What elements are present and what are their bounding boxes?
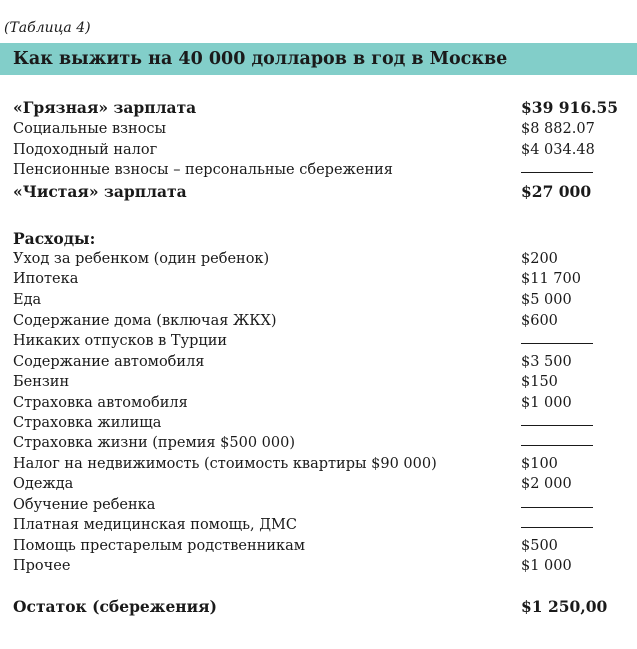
row-label: Страховка автомобиля <box>13 395 188 411</box>
row-value: $150 <box>521 374 558 390</box>
row-label: Остаток (сбережения) <box>13 597 217 616</box>
row-value: $1 000 <box>521 395 572 411</box>
row-label: «Грязная» зарплата <box>13 98 197 117</box>
table-row <box>0 98 637 118</box>
empty-value-dash <box>521 172 593 173</box>
row-label: Никаких отпусков в Турции <box>13 333 228 349</box>
row-value: $27 000 <box>521 182 592 201</box>
row-label: Обучение ребенка <box>13 497 156 513</box>
table-row <box>0 536 637 556</box>
table-row <box>0 597 637 617</box>
empty-value-dash <box>521 445 593 446</box>
row-label: Еда <box>13 292 42 308</box>
row-label: Социальные взносы <box>13 121 167 137</box>
row-label: Расходы: <box>13 229 96 248</box>
table-row <box>0 140 637 160</box>
table-row <box>0 454 637 474</box>
row-label: Страховка жизни (премия $500 000) <box>13 435 296 451</box>
row-label: Бензин <box>13 374 70 390</box>
section-heading <box>0 229 637 249</box>
row-label: Подоходный налог <box>13 142 158 158</box>
row-value: $1 000 <box>521 558 572 574</box>
row-value: $2 000 <box>521 476 572 492</box>
table-row <box>0 413 637 433</box>
empty-value-dash <box>521 507 593 508</box>
title-banner <box>0 43 637 75</box>
row-value: $11 700 <box>521 271 581 287</box>
table-row <box>0 249 637 269</box>
row-label: Платная медицинская помощь, ДМС <box>13 517 298 533</box>
table-row <box>0 311 637 331</box>
table-row <box>0 393 637 413</box>
table-row <box>0 331 637 351</box>
row-label: Уход за ребенком (один ребенок) <box>13 251 270 267</box>
table-row <box>0 119 637 139</box>
table-row <box>0 474 637 494</box>
row-label: Содержание дома (включая ЖКХ) <box>13 313 277 329</box>
row-label: Пенсионные взносы – персональные сбережения <box>13 162 393 178</box>
row-value: $3 500 <box>521 354 572 370</box>
table-row <box>0 160 637 180</box>
empty-value-dash <box>521 425 593 426</box>
row-value: $4 034.48 <box>521 142 595 158</box>
table-row <box>0 515 637 535</box>
row-label: Страховка жилища <box>13 415 162 431</box>
table-row <box>0 182 637 202</box>
row-label: Ипотека <box>13 271 79 287</box>
table-row <box>0 269 637 289</box>
table-row <box>0 495 637 515</box>
row-label: Одежда <box>13 476 74 492</box>
table-row <box>0 372 637 392</box>
row-value: $5 000 <box>521 292 572 308</box>
row-value: $8 882.07 <box>521 121 595 137</box>
row-label: Помощь престарелым родственникам <box>13 538 305 554</box>
row-label: «Чистая» зарплата <box>13 182 187 201</box>
row-value: $500 <box>521 538 558 554</box>
table-row <box>0 290 637 310</box>
table-caption: (Таблица 4) <box>4 20 91 36</box>
table-row <box>0 352 637 372</box>
row-label: Прочее <box>13 558 71 574</box>
row-label: Содержание автомобиля <box>13 354 205 370</box>
empty-value-dash <box>521 343 593 344</box>
table-title: Как выжить на 40 000 долларов в год в Москве <box>13 49 508 69</box>
row-label: Налог на недвижимость (стоимость квартиры $90 000) <box>13 456 437 472</box>
row-value: $100 <box>521 456 558 472</box>
table-row <box>0 556 637 576</box>
row-value: $600 <box>521 313 558 329</box>
empty-value-dash <box>521 527 593 528</box>
row-value: $1 250,00 <box>521 597 608 616</box>
row-value: $200 <box>521 251 558 267</box>
table-row <box>0 433 637 453</box>
row-value: $39 916.55 <box>521 98 619 117</box>
